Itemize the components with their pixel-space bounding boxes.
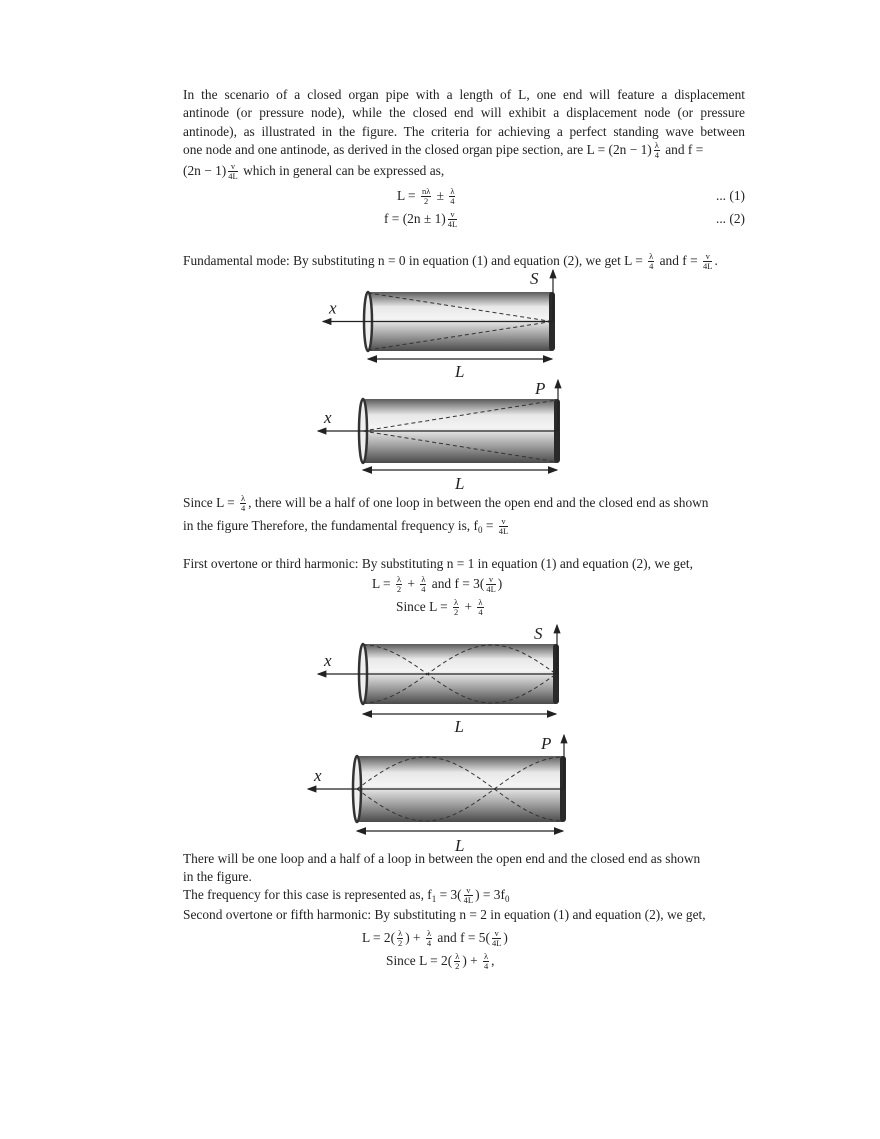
text-line	[183, 162, 444, 181]
denominator: 4L	[703, 261, 713, 272]
end-label: S	[530, 269, 539, 288]
denominator: 4	[649, 261, 654, 272]
text-line	[183, 906, 706, 924]
text-segment: L =	[397, 188, 419, 203]
text-segment: )	[497, 576, 503, 591]
denominator: 4	[240, 503, 246, 514]
end-label: S	[534, 624, 543, 643]
text-segment: in the figure.	[183, 869, 252, 884]
fraction	[492, 929, 501, 948]
text-segment: = 3(	[436, 887, 462, 902]
denominator: 2	[424, 196, 429, 207]
text-segment: Since L =	[396, 599, 452, 614]
length-label: L	[455, 474, 465, 493]
text-segment: in the figure Therefore, the fundamental frequency is, f	[183, 518, 478, 533]
pipe-figure-fundamental-pressure	[318, 379, 560, 493]
text-segment: )	[503, 930, 508, 945]
text-segment: There will be one loop and a half of a loop in between the open end and the closed end as shown	[183, 851, 701, 866]
equation-number: ... (2)	[715, 211, 745, 226]
numerator: λ	[484, 951, 489, 962]
text-segment: , there will be a half of one loop in between the open end and the closed end as shown	[248, 495, 709, 510]
axis-label: x	[324, 651, 332, 670]
denominator: 2	[455, 961, 460, 972]
text-line	[183, 141, 703, 160]
numerator: λ	[450, 186, 455, 197]
subscript: 0	[477, 525, 483, 535]
fraction	[486, 575, 495, 594]
pipe-figure-fundamental-displacement	[323, 269, 555, 381]
numerator: λ	[478, 597, 483, 608]
text-segment: In the scenario of a closed organ pipe with a length of L, one end will feature a displacement	[183, 87, 745, 102]
numerator: v	[486, 575, 495, 585]
denominator: 4L	[463, 895, 474, 906]
numerator: v	[228, 162, 237, 172]
text-segment: and f = 5(	[434, 930, 490, 945]
numerator: λ	[654, 140, 659, 151]
equation-number: ... (1)	[715, 188, 745, 203]
fraction	[448, 210, 457, 229]
subscript: 1	[431, 894, 437, 904]
numerator: λ	[398, 928, 403, 939]
fraction	[648, 252, 654, 271]
denominator: 4	[426, 938, 432, 949]
denominator: 2	[453, 607, 459, 618]
equation-line	[386, 952, 495, 971]
numerator: λ	[649, 251, 654, 262]
fraction	[453, 598, 459, 617]
text-line	[183, 104, 745, 122]
equation-line	[362, 929, 508, 948]
denominator: 4	[483, 961, 489, 972]
text-segment: ) = 3f	[475, 887, 505, 902]
numerator: λ	[426, 928, 432, 939]
text-segment: and f = 3(	[428, 576, 485, 591]
fraction	[464, 886, 473, 905]
text-segment: +	[404, 576, 419, 591]
numerator: v	[703, 252, 712, 262]
text-segment: =	[482, 518, 497, 533]
denominator: 2	[398, 938, 403, 949]
end-label: P	[535, 379, 546, 398]
text-line	[183, 886, 509, 908]
axis-label: x	[329, 298, 337, 318]
subscript: 0	[504, 894, 510, 904]
numerator: nλ	[421, 186, 431, 197]
fraction	[228, 162, 237, 181]
text-segment: f = (2n ± 1)	[384, 211, 446, 226]
text-segment: Fundamental mode: By substituting n = 0 in equation (1) and equation (2), we get L =	[183, 253, 647, 268]
text-line	[183, 494, 709, 513]
fraction	[703, 252, 712, 271]
denominator: 4L	[228, 171, 238, 182]
length-label: L	[455, 836, 465, 855]
numerator: v	[448, 210, 457, 220]
text-segment: antinode), as illustrated in the figure. The criteria for achieving a perfect standing wave between	[183, 124, 745, 139]
denominator: 4	[421, 584, 426, 595]
text-segment: First overtone or third harmonic: By substituting n = 1 in equation (1) and equation (2), we get,	[183, 556, 693, 571]
text-line	[183, 86, 745, 104]
fraction	[654, 141, 660, 160]
fraction	[477, 598, 483, 617]
text-segment: L =	[372, 576, 394, 591]
equation-line	[372, 575, 502, 594]
fraction	[420, 575, 426, 594]
fraction	[396, 575, 402, 594]
text-segment: and f =	[661, 142, 704, 157]
denominator: 4L	[491, 938, 502, 949]
end-label: P	[541, 734, 552, 753]
text-segment: +	[461, 599, 476, 614]
text-segment: L = 2(	[362, 930, 396, 945]
numerator: λ	[455, 951, 460, 962]
equation-line	[384, 210, 459, 229]
text-segment: and f =	[656, 253, 701, 268]
axis-label: x	[314, 766, 322, 785]
text-segment: Since L = 2(	[386, 953, 453, 968]
numerator: v	[499, 517, 508, 527]
fraction	[397, 929, 403, 948]
numerator: λ	[396, 574, 402, 585]
denominator: 2	[396, 584, 402, 595]
equation-line	[396, 598, 486, 617]
numerator: λ	[454, 597, 459, 608]
denominator: 4	[450, 196, 455, 207]
denominator: 4	[654, 150, 659, 161]
denominator: 4	[478, 607, 483, 618]
denominator: 4L	[498, 526, 509, 537]
text-segment: .	[714, 253, 718, 268]
denominator: 4L	[486, 584, 496, 595]
text-segment: one node and one antinode, as derived in the closed organ pipe section, are L = (2n − 1)	[183, 142, 652, 157]
text-segment: ,	[491, 953, 495, 968]
text-line	[183, 868, 252, 886]
text-segment: ±	[433, 188, 448, 203]
text-line	[183, 252, 718, 271]
numerator: λ	[241, 493, 246, 504]
fraction	[240, 494, 246, 513]
numerator: v	[492, 929, 501, 939]
text-line	[183, 517, 510, 539]
text-segment: which in general can be expressed as,	[239, 163, 445, 178]
fraction	[454, 952, 460, 971]
pipe-figure-third-harmonic-pressure	[308, 734, 566, 855]
fraction	[483, 952, 489, 971]
fraction	[421, 187, 431, 206]
text-segment: The frequency for this case is represented as, f	[183, 887, 432, 902]
text-line	[183, 850, 700, 868]
fraction	[426, 929, 432, 948]
text-segment: ) +	[405, 930, 424, 945]
length-label: L	[454, 717, 464, 736]
pipe-figure-third-harmonic-displacement	[318, 624, 559, 736]
axis-label: x	[324, 408, 332, 427]
text-segment: (2n − 1)	[183, 163, 227, 178]
length-label: L	[455, 362, 465, 381]
text-segment: Second overtone or fifth harmonic: By substituting n = 2 in equation (1) and equation (2), we get,	[183, 907, 706, 922]
numerator: λ	[421, 574, 426, 585]
denominator: 4L	[447, 219, 458, 230]
text-line	[183, 555, 693, 573]
fraction	[449, 187, 455, 206]
fraction	[499, 517, 508, 536]
text-segment: Since L =	[183, 495, 239, 510]
text-segment: antinode (or pressure node), while the closed end will exhibit a displacement node (or pressure	[183, 105, 745, 120]
text-line	[183, 123, 745, 141]
text-segment: ) +	[462, 953, 482, 968]
equation-line	[397, 187, 457, 206]
numerator: v	[464, 886, 473, 896]
